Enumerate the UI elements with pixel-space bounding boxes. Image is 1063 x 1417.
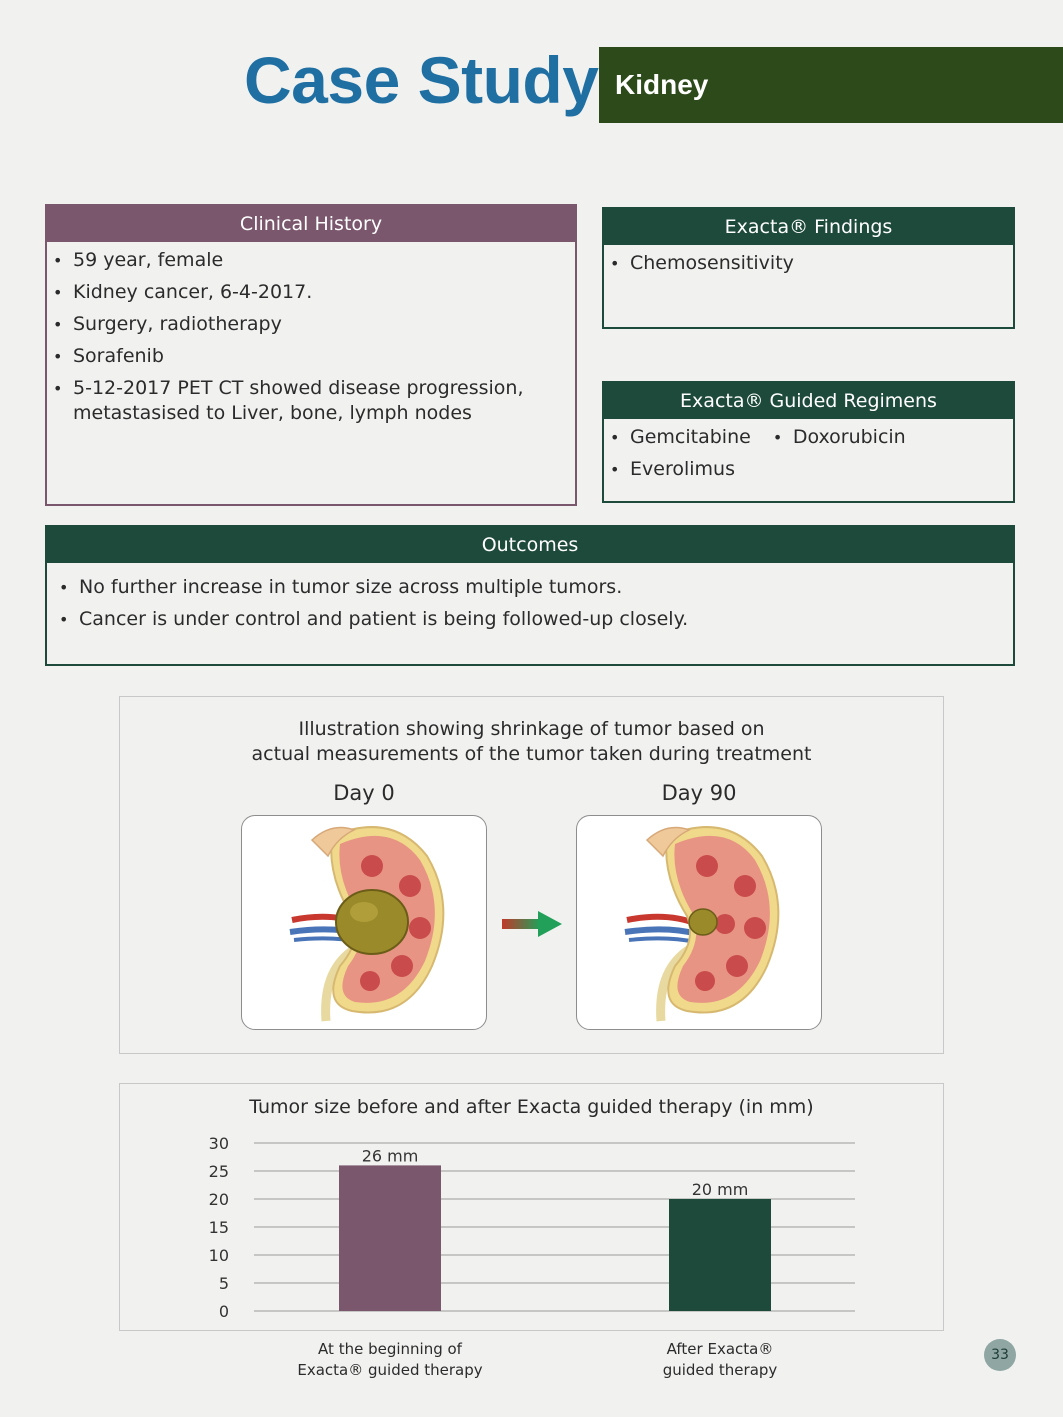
page-title: Case Study — [244, 43, 599, 117]
y-tick-label: 15 — [208, 1218, 229, 1237]
illustration-panel — [119, 696, 944, 1054]
y-tick-label: 10 — [208, 1246, 229, 1265]
clinical-history-list — [47, 242, 575, 426]
outcomes-list — [47, 563, 1013, 632]
findings-title: Exacta® Findings — [604, 209, 1013, 245]
illustration-caption — [120, 717, 943, 767]
x-tick-label — [275, 1339, 505, 1381]
regimens-row — [610, 457, 1013, 482]
list-item: • Sorafenib — [47, 344, 575, 369]
page-number: 33 — [984, 1339, 1016, 1371]
clinical-history-title: Clinical History — [47, 206, 575, 242]
findings-list — [604, 245, 1013, 276]
outcomes-box — [45, 525, 1015, 666]
list-item: • Surgery, radiotherapy — [47, 312, 575, 337]
regimens-box — [602, 381, 1015, 503]
y-tick-label: 5 — [218, 1274, 229, 1293]
list-item: • Chemosensitivity — [604, 251, 1013, 276]
y-tick-label: 30 — [208, 1134, 229, 1153]
x-tick-label-line: After Exacta® — [666, 1340, 774, 1358]
kidney-day90-illustration — [577, 816, 822, 1030]
day0-label: Day 0 — [333, 781, 395, 805]
kidney-day90-card — [576, 815, 822, 1030]
regimens-title: Exacta® Guided Regimens — [604, 383, 1013, 419]
list-item: • 59 year, female — [47, 248, 575, 273]
day90-label: Day 90 — [661, 781, 737, 805]
arrow-icon — [502, 909, 564, 939]
list-item: • Everolimus — [610, 457, 735, 482]
kidney-day0-illustration — [242, 816, 487, 1030]
x-tick-label-line: Exacta® guided therapy — [297, 1361, 483, 1379]
findings-box — [602, 207, 1015, 329]
x-tick-label-line: guided therapy — [662, 1361, 778, 1379]
kidney-day0-card — [241, 815, 487, 1030]
y-tick-label: 25 — [208, 1162, 229, 1181]
data-label: 26 mm — [361, 1146, 419, 1166]
title-banner — [599, 47, 1063, 123]
list-item: • Cancer is under control and patient is being followed-up closely. — [53, 607, 1013, 632]
chart-title: Tumor size before and after Exacta guided therapy (in mm) — [249, 1096, 814, 1118]
caption-line: Illustration showing shrinkage of tumor based on — [298, 718, 765, 740]
x-tick-label — [605, 1339, 835, 1381]
y-tick-label: 0 — [218, 1302, 229, 1321]
chart-panel — [119, 1083, 944, 1331]
list-item: • Kidney cancer, 6-4-2017. — [47, 280, 575, 305]
x-tick-label-line: At the beginning of — [318, 1340, 462, 1358]
list-item: • No further increase in tumor size across multiple tumors. — [53, 575, 1013, 600]
list-item: • Doxorubicin — [773, 425, 906, 450]
list-item: • 5-12-2017 PET CT showed disease progression, metastasised to Liver, bone, lymph nodes — [47, 376, 575, 426]
y-tick-label: 20 — [208, 1190, 229, 1209]
regimens-row — [610, 425, 1013, 450]
clinical-history-box — [45, 204, 577, 506]
data-label: 20 mm — [691, 1180, 749, 1199]
outcomes-title: Outcomes — [47, 527, 1013, 563]
list-item: • Gemcitabine — [610, 425, 751, 450]
banner-subtitle: Kidney — [615, 69, 709, 100]
caption-line: actual measurements of the tumor taken during treatment — [251, 743, 812, 765]
